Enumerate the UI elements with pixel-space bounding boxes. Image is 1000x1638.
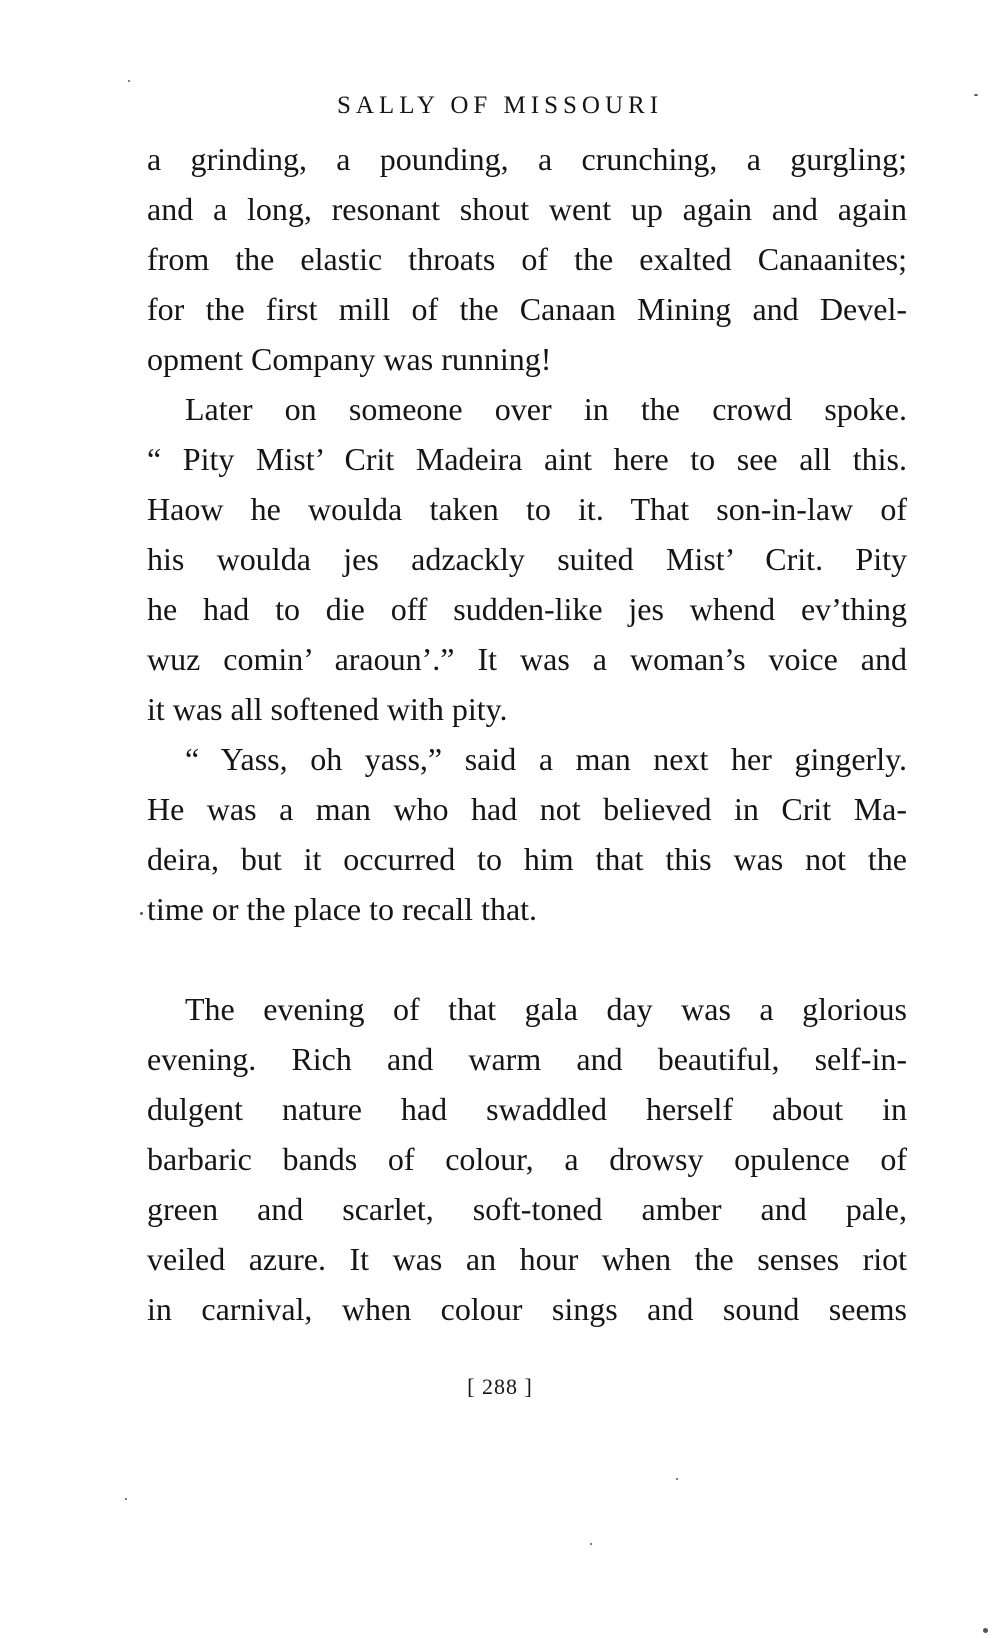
text-line: veiled azure. It was an hour when the senses riot <box>147 1241 907 1277</box>
text-line: Later on someone over in the crowd spoke. <box>185 391 907 427</box>
text-line: “ Pity Mist’ Crit Madeira aint here to see all this. <box>147 441 907 477</box>
text-line: wuz comin’ araoun’.” It was a woman’s voice and <box>147 641 907 677</box>
text-line: evening. Rich and warm and beautiful, self-in- <box>147 1041 907 1077</box>
text-line: and a long, resonant shout went up again and again <box>147 191 907 227</box>
text-line: The evening of that gala day was a glorious <box>185 991 907 1027</box>
paper-speck <box>590 1543 592 1545</box>
text-line: from the elastic throats of the exalted Canaanites; <box>147 241 907 277</box>
text-line: in carnival, when colour sings and sound seems <box>147 1291 907 1327</box>
text-line: for the first mill of the Canaan Mining and Devel- <box>147 291 907 327</box>
paragraph-1 <box>147 134 907 384</box>
text-line: opment Company was running! <box>147 341 552 377</box>
text-line: his woulda jes adzackly suited Mist’ Crit. Pity <box>147 541 907 577</box>
paper-speck <box>128 80 130 82</box>
paragraph-4 <box>147 984 907 1334</box>
paragraph-3 <box>147 734 907 934</box>
paper-speck <box>983 1628 988 1633</box>
paper-speck <box>676 1478 678 1480</box>
paper-speck <box>140 912 143 915</box>
paragraph-2 <box>147 384 907 734</box>
text-line: Haow he woulda taken to it. That son-in-law of <box>147 491 907 527</box>
text-line: barbaric bands of colour, a drowsy opulence of <box>147 1141 907 1177</box>
running-head: SALLY OF MISSOURI <box>336 92 664 119</box>
text-line: time or the place to recall that. <box>147 891 538 927</box>
paper-speck <box>974 94 978 96</box>
text-line: a grinding, a pounding, a crunching, a gurgling; <box>147 141 907 177</box>
text-line: deira, but it occurred to him that this was not the <box>147 841 907 877</box>
text-line: it was all softened with pity. <box>147 691 508 727</box>
text-line: “ Yass, oh yass,” said a man next her gingerly. <box>185 741 907 777</box>
text-line: dulgent nature had swaddled herself about in <box>147 1091 907 1127</box>
paper-speck <box>125 1498 127 1500</box>
text-line: he had to die off sudden-like jes whend ev’thing <box>147 591 907 627</box>
page-number: [ 288 ] <box>467 1374 533 1399</box>
text-line: He was a man who had not believed in Crit Ma- <box>147 791 907 827</box>
text-line: green and scarlet, soft-toned amber and pale, <box>147 1191 907 1227</box>
